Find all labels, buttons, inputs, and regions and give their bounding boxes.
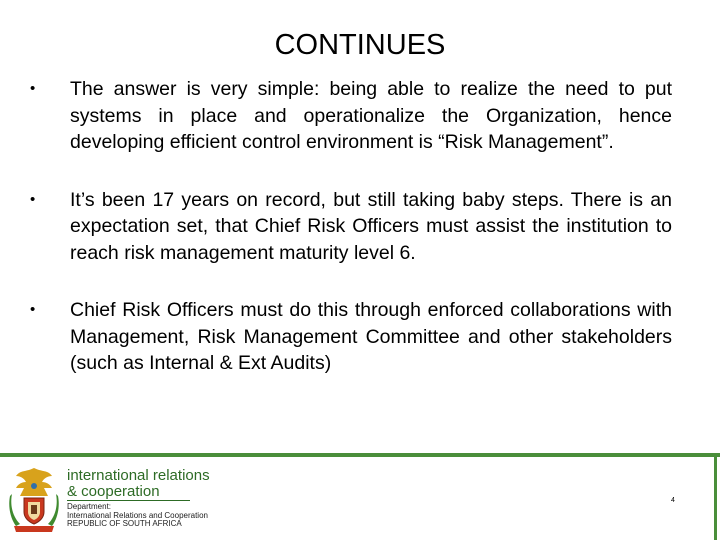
department-label: Department: <box>67 502 112 511</box>
bullet-item <box>30 76 672 156</box>
bullet-text: Chief Risk Officers must do this through enforced collaborations with Management, Risk Management Committee and other stakeholders (such as Internal & Ext Audits) <box>70 299 672 374</box>
country-name: REPUBLIC OF SOUTH AFRICA <box>67 519 182 528</box>
bullet-list <box>30 76 672 377</box>
bullet-item <box>30 297 672 377</box>
bullet-text: The answer is very simple: being able to realize the need to put systems in place and operationalize the Organization, hence developing efficient control environment is “Risk Management”. <box>70 78 672 153</box>
coat-of-arms-icon <box>6 464 62 534</box>
bullet-marker: • <box>30 80 36 97</box>
bullet-text: It’s been 17 years on record, but still taking baby steps. There is an expectation set, that Chief Risk Officers must assist the institution to reach risk management maturity level 6. <box>70 188 672 264</box>
department-name: International Relations and Cooperation <box>67 510 208 520</box>
bullet-marker: • <box>30 301 36 318</box>
footer-side-rule <box>714 457 717 540</box>
department-block <box>67 503 208 529</box>
bullet-marker: • <box>30 190 36 208</box>
footer-divider <box>0 453 720 457</box>
brand-divider <box>67 500 190 501</box>
bullet-item <box>30 187 672 267</box>
brand-line-2: & cooperation <box>67 483 160 500</box>
page-number: 4 <box>671 497 675 504</box>
slide-title: CONTINUES <box>274 29 446 61</box>
brand-line-1: international relations <box>67 467 210 484</box>
